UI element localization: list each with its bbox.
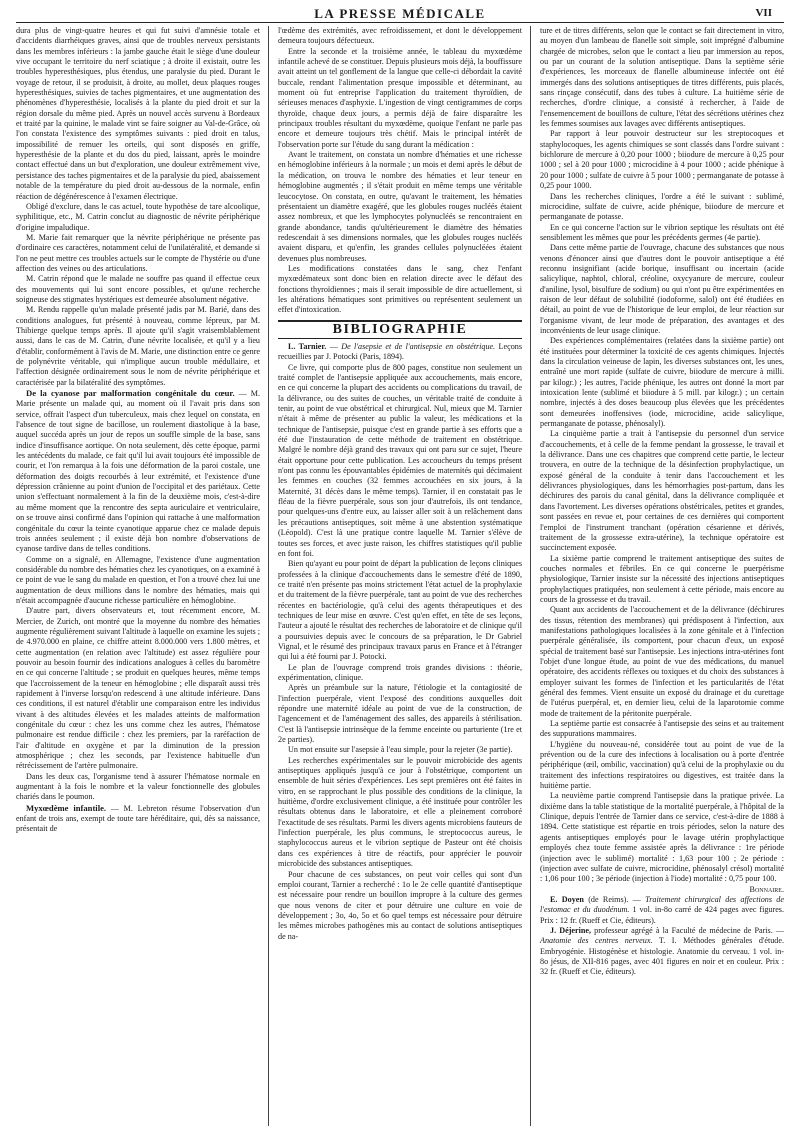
entry-author: E. Doyen <box>550 894 584 904</box>
entry-publication: 1 vol. in-8o carré de 424 pages avec figures. Prix : 12 fr. (Rueff et Cie, éditeurs). <box>540 905 784 925</box>
paragraph: Comme on a signalé, en Allemagne, l'existence d'une augmentation considérable du nombre des hématies chez les cyanotiques, on a examiné à ce point de vue le sang du malade en question, et l'on a trouvé chez lui une augmentation de deux millions dans le nombre des hématies, mais qui n'était accompagnée d'aucune richesse particulière en hémoglobine. <box>16 554 260 605</box>
paragraph: Quant aux accidents de l'accouchement et de la délivrance (déchirures des tissus, rétention des membranes) qui prédisposent à l'infection, aux manifestations pathologiques localisées à la zone génitale et à l'infection puerpérale généralisée, ils comportent, pour chacun d'eux, un exposé spécial de traitement basé sur l'antisepsie. Les injections intra-utérines font l'objet d'une longue étude, au point de vue des médications, du manuel opératoire, des accidents réflexes ou toxiques et du choix des substances à employer suivant les formes de l'infection et les particularités de l'état général des femmes. Vient ensuite un exposé du drainage et du curettage de l'utérus puerpéral, et, en dernier lieu, celui de la laparotomie comme mode de traitement de la péritonite puerpérale. <box>540 605 784 718</box>
paragraph: Obligé d'exclure, dans le cas actuel, toute hypothèse de tare alcoolique, syphilitique, etc., M. Catrin conclut au diagnostic de névrite périphérique d'origine impaludique. <box>16 201 260 232</box>
page-number: VII <box>755 7 772 19</box>
entry-affiliation: professeur agrégé à la Faculté de médecine de Paris. — <box>591 925 784 935</box>
page-header <box>0 0 800 22</box>
paragraph: Un mot ensuite sur l'asepsie à l'eau simple, pour la rejeter (3e partie). <box>288 745 513 755</box>
journal-title: LA PRESSE MÉDICALE <box>314 6 486 21</box>
entry-author: L. Tarnier. <box>288 341 327 351</box>
column-divider-2 <box>530 26 531 1126</box>
paragraph: L'hygiène du nouveau-né, considérée tout au point de vue de la prévention ou de la cure des infections à localisation ou à porte d'entrée périphérique (œil, ombilic, vaccination) qu'à celui de la prophylaxie ou du traitement des infections respiratoires ou digestives, est traitée dans la huitième partie. <box>540 739 784 791</box>
paragraph: La septième partie est consacrée à l'antisepsie des seins et au traitement des suppurations mammaires. <box>540 719 784 739</box>
paragraph: Avant le traitement, on constata un nombre d'hématies et une richesse en hémoglobine inférieurs à la normale ; un mois et demi après le début de la médication, on trouva le nombre des hématies et leur teneur en hémoglobine augmentés ; il s'était produit en même temps une véritable leucocytose. On constata, en outre, qu'avant le traitement, les hématies présentaient un diamètre exagéré, que les globules rouges nucléés étaient assez nombreux, et que les lymphocytes polynucléés se rencontraient en grande abondance, tandis qu'ultérieurement le diamètre des hématies redescendait à ses dimensions normales, que les globules rouges nucléés avaient disparu, et qu'enfin, les grandes cellules polynucléées étaient devenues plus nombreuses. <box>278 150 522 263</box>
paragraph: M. Marie fait remarquer que la névrite périphérique ne présente pas d'ordinaire ces caractères, notamment celui de l'unilatéralité, et demande si l'on ne peut mettre ces troubles actuels sur le compte de l'hystérie ou d'une affection des veines ou des articulations. <box>16 232 260 273</box>
paragraph: Ce livre, qui comporte plus de 800 pages, constitue non seulement un traité complet de l'antisepsie appliquée aux accouchements, mais encore, en ce qui concerne la plupart des accidents ou complications du travail, de la délivrance, ou des suites de couches, un véritable traité de conduite à tenir, au point de vue obstétrical et chirurgical. Nul, mieux que M. Tarnier n'était à même de présenter au public la valeur, les médications et la technique de l'antisepsie, puisque c'est en grande partie à ses efforts que a été due l'instauration de cette méthode de traitement en obstétrique. Malgré le nombre déjà grand des travaux qui ont paru sur ce sujet, l'heure était opportune pour cette publication. Les accoucheurs du temps présent n'ont pas connu les épouvantables épidémies de maternités qui décimaient les femmes en couches (32 femmes accouchées en six jours, à la Maternité, 31 décès dans le même temps). Tarnier, il en constatait pas le fléau de la fièvre puerpérale, sous son jour d'autrefois, ils ont tendance, pour quelques-uns d'entre eux, au laisser aller soit à un relâchement dans les précautions antiseptiques, soit même à une abstention systématique (Léopold). C'est là une pratique contre laquelle M. Tarnier s'élève de toutes ses forces, et avec juste raison, les chiffres statistiques qu'il publie en font foi. <box>278 362 522 558</box>
section-title: De la cyanose par malformation congénitale du cœur. <box>26 388 235 399</box>
entry-publication: T. I. Méthodes générales d'étude. Embryogénie. Histogénèse et histologie. Anatomie du cerveau. 1 vol. in-8o jésus, de XII-816 pages, avec 401 figures en noir et en couleur. Prix : 32 fr. (Rueff et Cie, éditeurs). <box>540 936 785 977</box>
paragraph: M. Rendu rappelle qu'un malade présenté jadis par M. Barié, dans des conditions analogues, fut présenté à nouveau, comme lépreux, par M. Thibierge quelque temps après. Il ajoute qu'il s'agit vraisemblablement aussi, dans le cas de M. Catrin, d'une névrite localisée, et qu'il y a lieu d'établir, conformément à l'avis de M. Marie, une distinction entre ce genre de polynévrite véritable, qui n'implique aucun trouble médullaire, et l'affection désignée ordinairement sous le nom de névrite périphérique et caractérisée par la bilatéralité des symptômes. <box>16 305 261 387</box>
paragraph: En ce qui concerne l'action sur le vibrion septique les résultats ont été sensiblement les mêmes que pour les précédents germes (4e partie). <box>540 222 784 242</box>
paragraph: Bien qu'ayant eu pour point de départ la publication de leçons cliniques professées à la clinique d'accouchements dans le semestre d'été de 1890, ce traité n'en présente pas moins strictement l'état actuel de la prophylaxie et du traitement de la fièvre puerpérale, tant au point de vue des recherches récentes en bactériologie, qu'à celui des agents thérapeutiques et des techniques de leur mise en œuvre. C'est qu'en effet, en tête de ses leçons, l'auteur a ajouté le résultat des recherches de laboratoire et de clinique qu'il a poursuivies depuis avec le concours de sa préparation, le Dr Gabriel Vignal, et le résumé des principaux travaux parus en France et à l'étranger qui lui a été fourni par J. Potocki. <box>278 559 522 662</box>
paragraph: dura plus de vingt-quatre heures et qui fut suivi d'amnésie totale et d'accidents diarrhéiques graves, ainsi que de troubles nerveux persistants dans les membres inférieurs : la jambe gauche était le siège d'une douleur vive occupant le territoire du nerf sciatique ; à droite il existait, outre les troubles hyperesthésiques, plus étendus, une paralysie du pied. Durant le voyage de retour, il se produisit, à droite, au mollet, deux plaques rouges hyperesthésiques, suivies de taches pigmentaires, et une augmentation des phénomènes d'hyperesthésie, localisés à la plante du pied droit et sur la région dorsale du même pied. Après un nouvel accès survenu à Bordeaux et traité par la quinine, le malade vint se faire soigner au Val-de-Grâce, où l'on constata l'existence des symptômes suivants : pied droit en talus, impossibilité de remuer les orteils, qui sont disposés en griffe, hyperesthésie de la plante et du dos du pied, laissant, après le moindre contact effectué dans un but d'exploration, une douleur extrêmement vive, persistance des taches pigmentaires et de la paralysie du pied, abaissement notable de la température du pied droit au-dessous de la normale, enfin réaction de dégénérescence à l'examen électrique. <box>16 26 260 201</box>
section-myxoedeme <box>16 803 260 835</box>
section-text: — M. Lebreton résume l'observation d'un enfant de trois ans, exempt de toute tare héréditaire, qui, dès sa naissance, présentait de <box>16 803 260 834</box>
paragraph: Entre la seconde et la troisième année, le tableau du myxœdème infantile achevé de se constituer. Depuis plusieurs mois déjà, la bouffissure avait atteint un tel gonflement de la langue que celle-ci débordait la cavité buccale, rendant l'alimentation presque impossible et déterminant, au moment où fut entreprise l'application du traitement thyroïdien, de sérieuses menaces d'asphyxie. L'ingestion de vingt centigrammes de corps thyroïde, chaque deux jours, a permis déjà de faire disparaître les principaux troubles résultant du myxœdème, quoique l'enfant ne parle pas encore et demeure toujours très chétif. Mais le principal intérêt de l'observation porte sur l'étude du sang durant la médication : <box>278 46 522 149</box>
section-cyanose <box>16 388 260 555</box>
bibliography-entry: L. Tarnier. — De l'asepsie et de l'antisepsie en obstétrique. Leçons recueillies par J. Potocki (Paris, 1894). <box>278 341 523 362</box>
entry-title: Traitement chirurgical des affections de l'estomac et du duodénum. <box>540 894 784 915</box>
paragraph: La neuvième partie comprend l'antisepsie dans la pratique privée. La dixième dans la table statistique de la mortalité puerpérale, à l'hôpital de la Clinique, depuis l'entrée de Tarnier dans ce service, c'est-à-dire de 1888 à 1894. Cette statistique est répartie en trois périodes, selon la nature des agents antiseptiques employés pour le lavage utérin prophylactique employés chez toute femme assistée après la délivrance : 1re période (injection avec le sublimé) mortalité : 1,63 pour 100 ; 2e période : (injection avec sulfate de cuivre, microcidine, phénosalyl crésol) mortalité : 1,06 pour 100 ; 3e période (injection à l'iode) mortalité : 0,75 pour 100. <box>540 791 784 884</box>
section-text: — M. Marie présente un malade qui, au moment où il l'avait pris dans son service, offrait l'aspect d'un tuberculeux, mais chez lequel on constata, en l'absence de tout signe de bacillose, un roulement diastolique à la base, auquel succéda après un jour de repos un souffle simple de la base, sans indice d'insuffisance aortique. On nota seulement, dès cette époque, parmi les antécédents du malade, ce fait qu'il lui avait toujours été impossible de courir, et l'on remarqua à la fois une déformation de la paroi costale, une déformation des doigts recourbés à leur extrémité, et l'existence d'une dépression crânienne au point d'union de l'occipital et des pariétaux. Cette union s'effectuant normalement à la fin de la deuxième mois, c'est-à-dire au même moment que la rencontre des septa auriculaire et ventriculaire, on se trouve ainsi confirmé dans l'opinion qui rattache à une malformation congénitale du cœur la teinte cyanotique apparue chez ce malade depuis trois années seulement ; il existe déjà bon nombre d'observations de cyanose tardive dans de telles conditions. <box>16 389 261 554</box>
column-middle <box>278 26 522 942</box>
bibliography-entry <box>540 895 784 926</box>
entry-publication: Leçons recueillies par J. Potocki (Paris, 1894). <box>278 341 523 362</box>
paragraph: l'œdème des extrémités, avec refroidissement, et dont le développement demeura toujours défectueux. <box>278 26 522 46</box>
column-left <box>16 26 260 835</box>
entry-title: Anatomie des centres nerveux. <box>540 936 653 946</box>
paragraph: La sixième partie comprend le traitement antiseptique des suites de couches normales et fébriles. En ce qui concerne le puerpérisme physiologique, Tarnier insiste sur la nécessité des injections antiseptiques prophylactiques pratiquées, non seulement à cette période, mais encore au cours de la grossesse et du travail. <box>540 553 784 604</box>
entry-title: De l'asepsie et de l'antisepsie en obstétrique. <box>341 341 496 351</box>
paragraph: Dans les recherches cliniques, l'ordre a été le suivant : sublimé, microcidine, sulfate de cuivre, acide phénique, biiodure de mercure et permanganate de potasse. <box>540 191 784 222</box>
section-title: Myxœdème infantile. <box>26 802 107 813</box>
paragraph: Dans cette même partie de l'ouvrage, chacune des substances que nous venons d'énoncer ainsi que d'autres dont le pouvoir antiseptique a été reconnu insignifiant (acide borique, insuffisant ou incertain (acide salicylique, naphtol, chloral, créoline, oxycyanure de mercure, couleur d'aniline, lysol, bisulfure de sodium) ou qui n'ont pu être expérimentées en raison de leur défaut de solubilité (iodoforme, salol) ont été étudiées en détail, au point de vue de l'historique de leur emploi, de leur réaction sur l'organisme vivant, de leur mode de préparation, des avantages et des inconvénients de leur usage clinique. <box>540 243 784 335</box>
paragraph: D'autre part, divers observateurs et, tout récemment encore, M. Mercier, de Zurich, ont montré que la moyenne du nombre des hématies augmente régulièrement suivant l'altitude à laquelle on examine les sujets ; de 4.970.000 en plaine, ce chiffre atteint 8.000.000 vers 1.800 mètres, et cette augmentation (en relation avec l'altitude) est assez régulière pour pouvoir au besoin fournir des indications analogues à celles du baromètre en ce qui concerne l'altitude ; se produit en quelques heures, même temps que l'accroissement de la teneur en hémoglobine ; elle disparaît aussi très rapidement à l'inverse lorsqu'on redescend à une altitude inférieure. Dans ces conditions, il est naturel d'établir une comparaison entre les individus vivant à des altitudes élevées et les malades atteints de malformation congénitale du cœur : chez les uns comme chez les autres, l'hématose pulmonaire est rendue difficile : chez les premiers, par la raréfaction de l'air d'altitude en oxygène et par la diminution de la pression atmosphérique ; chez les seconds, par l'existence habituelle d'un rétrécissement de l'artère pulmonaire. <box>16 606 260 771</box>
paragraph: Le plan de l'ouvrage comprend trois grandes divisions : théorie, expérimentation, clinique. <box>278 662 522 682</box>
paragraph: M. Catrin répond que le malade ne souffre pas quand il effectue ceux des mouvements qui lui sont encore possibles, et qu'une recherche soigneuse des stigmates hystériques est demeurée absolument négative. <box>16 274 260 304</box>
bibliography-entry <box>540 926 784 978</box>
paragraph: Les recherches expérimentales sur le pouvoir microbicide des agents antiseptiques appliqués jusqu'à ce jour à l'obstétrique, comportent un ensemble de huit séries d'expériences. Les sept premières ont été faites in vitro, en se rapprochant le plus possible des conditions de la clinique, la huitième, d'ordre exclusivement clinique, a été instituée pour contrôler les résultats obtenus dans le laboratoire, et elle a pleinement corroboré l'exactitude de ses résultats. Parmi les divers agents microbiens fauteurs de l'infection puerpérale, les plus communs, le streptococcus aureus, le staphylococcus aureus et le vibrion septique de Pasteur ont été choisis dans ces expériences à titre de réactifs, pour apprécier le pouvoir microbicide des substances antiseptiques. <box>278 755 522 869</box>
paragraph: ture et de titres différents, selon que le contact se fait directement in vitro, au moyen d'un lambeau de flanelle soit simple, soit imprégné d'albumine chargée de microbes, selon que le contact a lieu par immersion au repos, ou par un courant de la solution antiseptique. Dans la septième série d'expériences, les morceaux de flanelle albumineuse infectée ont été immergés dans des solutions antiseptiques de titres différents, puis placés, sans rinçage consécutif, dans des tubes à culture. La huitième série de recherches, d'ordre clinique, a consisté à rechercher, à l'aide de l'ensemencement de bouillons de culture, l'état des sécrétions utérines chez les femmes soumises aux lavages avec différents antiseptiques. <box>540 26 784 129</box>
section-rule <box>278 338 522 339</box>
paragraph: Pour chacune de ces substances, on peut voir celles qui sont d'un emploi courant, Tarnier a recherché : 1o le 2e celle quantité d'antiseptique est nécessaire pour rendre un bouillon impropre à la culture des germes que nous venons de citer et pour détruire une culture en voie de développement ; 3o, 4o, 5o et 6o quel temps est nécessaire pour détruire les mêmes microbes pathogènes mis au contact de solutions antiseptiques de na- <box>278 869 522 941</box>
paragraph: Les modifications constatées dans le sang, chez l'enfant myxœdémateux sont donc bien en relation directe avec le défaut des fonctions thyroïdiennes ; mais il serait impossible de dire actuellement, si les altérations hématiques sont primitives ou représentent seulement un effet d'intoxication. <box>278 263 522 315</box>
reviewer-signature: Bonnaire. <box>749 884 784 894</box>
paragraph: Par rapport à leur pouvoir destructeur sur les streptocoques et staphylocoques, les agents chimiques se sont classés dans l'ordre suivant : bichlorure de mercure à 0,20 pour 1000 ; biiodure de mercure à 0,25 pour 1000 ; sel à 20 pour 1000 ; microcidine à 4 pour 1000 ; acide phénique à 20 pour 1000 ; sulfate de cuivre à 5 pour 1000 ; permanganate de potasse à 0,25 pour 1000. <box>540 129 784 191</box>
entry-location: (de Reims). — <box>583 894 646 904</box>
paragraph: La cinquième partie a trait à l'antisepsie du personnel d'un service d'accouchements, et à celle de la femme pendant la grossesse, le travail et la délivrance. Dans une ces chapitres que comprend cette partie, le lecteur trouvera, en outre de la technique de la désinfection prophylactique, un exposé général de la conduite à tenir dans l'accouchement et les délivrances physiologiques, dans les hémorrhagies post-partum, dans les déchirures des parois du canal génital, dans la délivrance compliquée et dans l'avortement. Les diverses opérations obstétricales, petites et grandes, sont passées en revue et, pour certaines de ces dernières qui comportent l'emploi de l'instrument tranchant (opération césarienne et dérivés, traitement de la grossesse extra-utérine), la technique opératoire est succinctement exposée. <box>540 429 784 553</box>
bibliography-heading: BIBLIOGRAPHIE <box>332 321 468 337</box>
paragraph: Dans les deux cas, l'organisme tend à assurer l'hématose normale en augmentant à la fois le nombre et la valeur fonctionnelle des globules chariés dans le poumon. <box>16 771 260 802</box>
column-right <box>540 26 784 978</box>
paragraph: Après un préambule sur la nature, l'étiologie et la contagiosité de l'infection puerpérale, vient l'exposé des conditions auxquelles doit répondre une maternité idéale au point de vue de la construction, de l'agencement et de l'aménagement des salles, des appareils à stérilisation. C'est là l'antisepsie intrinsèque de la femme enceinte ou parturiente (1re et 2e parties). <box>278 683 522 745</box>
entry-author: J. Déjerine, <box>550 925 592 935</box>
paragraph: Des expériences complémentaires (relatées dans la sixième partie) ont été instituées pour déterminer la toxicité de ces agents chimiques. Injectés dans la circulation veineuse de lapin, les diverses substances ont, les unes, entraîné une mort rapide (sulfate de cuivre, biiodure de mercure à milli. par kilogr.) ; les autres, l'acide phénique, les autres ont donné la mort par intoxication lente (sublimé et biiodure à 5 mill. par kilogr.) ; un certain nombre, injectés à des doses beaucoup plus élevées que les précédentes sont demeurées inoffensives (iode, microcidine, acide salicylique, permanganate de potasse, phénosalyl). <box>540 336 784 429</box>
header-rule <box>16 22 784 23</box>
column-divider-1 <box>268 26 269 1126</box>
